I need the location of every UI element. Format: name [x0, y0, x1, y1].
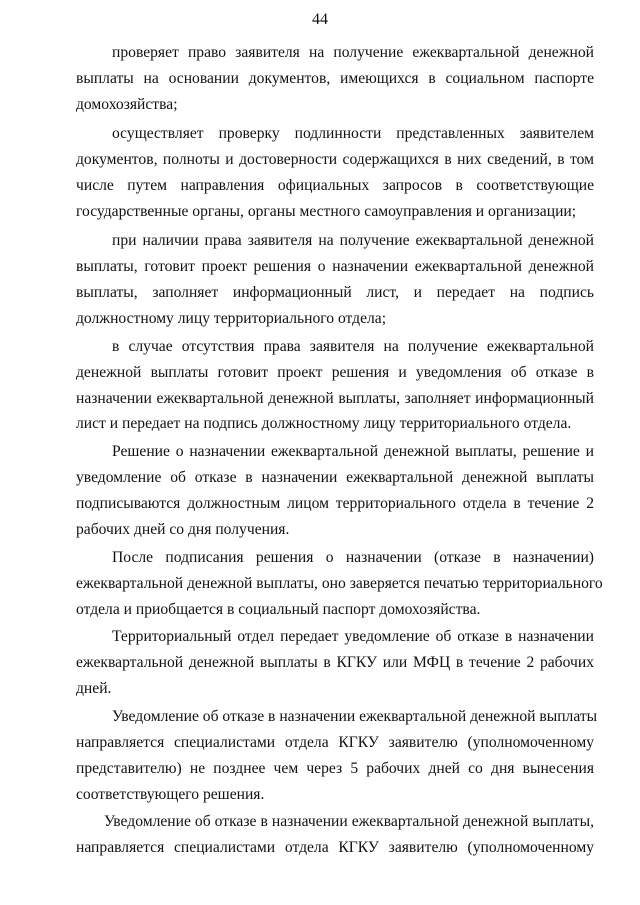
text-line: ежеквартальной денежной выплаты в КГКУ или МФЦ в течение 2 рабочих: [76, 654, 594, 671]
text-line: После подписания решения о назначении (отказе в назначении): [112, 549, 594, 566]
text-line: рабочих дней со дня получения.: [76, 521, 290, 538]
text-line: ежеквартальной денежной выплаты, оно заверяется печатью территориального: [76, 575, 603, 592]
text-line: Решение о назначении ежеквартальной денежной выплаты, решение и: [112, 443, 594, 460]
text-line: направляется специалистами отдела КГКУ заявителю (уполномоченному: [76, 839, 594, 856]
text-line: соответствующего решения.: [76, 786, 265, 803]
text-line: Уведомление об отказе в назначении ежеквартальной денежной выплаты: [112, 708, 598, 725]
text-line: документов, полноты и достоверности содержащихся в них сведений, в том: [76, 151, 594, 168]
text-line: числе путем направления официальных запросов в соответствующие: [76, 177, 594, 194]
text-line: выплаты на основании документов, имеющихся в социальном паспорте: [76, 70, 594, 87]
text-line: при наличии права заявителя на получение ежеквартальной денежной: [112, 232, 594, 249]
text-line: осуществляет проверку подлинности представленных заявителем: [112, 125, 594, 142]
text-line: проверяет право заявителя на получение ежеквартальной денежной: [112, 44, 594, 61]
text-line: государственные органы, органы местного самоуправления и организации;: [76, 203, 577, 220]
text-line: отдела и приобщается в социальный паспорт домохозяйства.: [76, 601, 481, 618]
text-line: выплаты, готовит проект решения о назначении ежеквартальной денежной: [76, 258, 594, 275]
text-line: выплаты, заполняет информационный лист, и передает на подпись: [76, 284, 594, 301]
text-line: домохозяйства;: [76, 96, 178, 113]
text-line: должностному лицу территориального отдела;: [76, 310, 387, 327]
text-line: назначении ежеквартальной денежной выплаты, заполняет информационный: [76, 390, 594, 407]
text-line: в случае отсутствия права заявителя на получение ежеквартальной: [112, 338, 594, 355]
text-line: уведомление об отказе в назначении ежеквартальной денежной выплаты: [76, 469, 594, 486]
text-line: Уведомление об отказе в назначении ежеквартальной денежной выплаты,: [104, 813, 594, 830]
text-line: денежной выплаты готовит проект решения и уведомления об отказе в: [76, 364, 594, 381]
text-line: дней.: [76, 680, 112, 697]
text-line: Территориальный отдел передает уведомление об отказе в назначении: [112, 628, 594, 645]
page-number: 44: [312, 11, 328, 28]
text-line: направляется специалистами отдела КГКУ заявителю (уполномоченному: [76, 734, 594, 751]
text-line: лист и передает на подпись должностному лицу территориального отдела.: [76, 415, 572, 432]
text-line: подписываются должностным лицом территориального отдела в течение 2: [76, 495, 594, 512]
text-line: представителю) не позднее чем через 5 рабочих дней со дня вынесения: [76, 760, 594, 777]
